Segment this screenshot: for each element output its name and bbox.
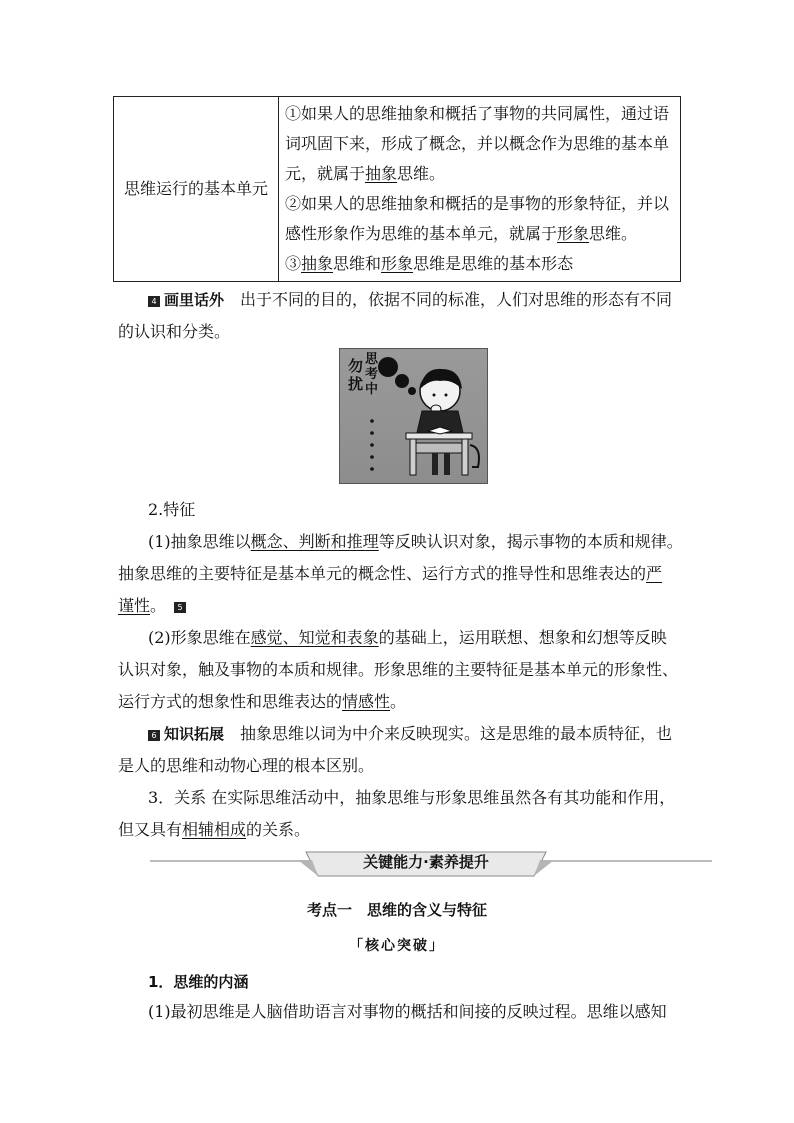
zhishi-line-1 — [148, 718, 708, 750]
row3-underlined-1: 抽象 — [301, 254, 334, 273]
table-row-3 — [285, 249, 674, 279]
p1-d: 严 — [646, 564, 663, 583]
s3-a: 但又具有 — [118, 820, 183, 839]
huali-icon: 4 — [148, 296, 160, 307]
illustration-svg — [340, 349, 487, 483]
do-not-disturb-text: 勿扰 — [348, 357, 364, 393]
section2-p2-line1 — [148, 622, 708, 654]
p1-f: 。 — [150, 596, 159, 615]
p1-marker-icon: 5 — [174, 602, 186, 613]
hexin-title: 「核心突破」 — [349, 938, 445, 954]
row3-num: ③ — [285, 254, 302, 273]
zhishi-icon: 6 — [148, 730, 160, 741]
section2-p2-line3 — [118, 686, 406, 718]
thinking-text: 思考中 — [365, 352, 379, 397]
p2-d: 运行方式的想象性和思维表达的 — [118, 692, 343, 711]
table-content-cell — [279, 97, 681, 282]
p1-c: 抽象思维的主要特征是基本单元的概念性、运行方式的推导性和思维表达的 — [118, 564, 647, 583]
row3-underlined-2: 形象 — [381, 254, 414, 273]
zhishi-line-2: 是人的思维和动物心理的根本区别。 — [118, 756, 375, 775]
section2-heading: 2.特征 — [148, 500, 196, 519]
section2-p1-line3 — [118, 590, 190, 622]
row1-tail: 思维。 — [397, 164, 446, 183]
row3-tail: 思维是思维的基本形态 — [413, 254, 574, 273]
banner-line-right — [552, 860, 712, 862]
p2-a: (2)形象思维在 — [148, 628, 251, 647]
banner-line-left — [150, 860, 300, 862]
section2-p2-line2: 认识对象，触及事物的本质和规律。形象思维的主要特征是基本单元的形象性、 — [118, 660, 679, 679]
p2-e: 。 — [390, 692, 407, 711]
p1-b: 等反映认识对象，揭示事物的本质和规律。 — [378, 532, 683, 551]
s3-underline: 相辅相成 — [182, 820, 247, 839]
p2-underline-2: 情感性 — [342, 692, 391, 711]
huali-text-1: 出于不同的目的，依据不同的标准，人们对思维的形态有不同 — [240, 290, 673, 309]
huali-title: 画里话外 — [164, 291, 225, 309]
table-row-2 — [285, 189, 674, 249]
section-banner — [298, 849, 554, 879]
section3-line2 — [118, 814, 310, 846]
basic-unit-table — [113, 96, 681, 282]
zhishi-title: 知识拓展 — [164, 725, 225, 743]
kaodian-title: 考点一 思维的含义与特征 — [306, 901, 487, 919]
neihan-p1: (1)最初思维是人脑借助语言对事物的概括和间接的反映过程。思维以感知 — [148, 1002, 667, 1021]
row2-tail: 思维。 — [589, 224, 638, 243]
huali-line-1 — [148, 284, 708, 316]
table-label-cell — [114, 97, 279, 282]
table-label: 思维运行的基本单元 — [123, 179, 268, 198]
p2-b: 的基础上，运用联想、想象和幻想等反映 — [378, 628, 667, 647]
row2-text: ②如果人的思维抽象和概括的是事物的形象特征，并以感性形象作为思维的基本单元，就属于 — [285, 194, 670, 243]
row3-mid: 思维和 — [333, 254, 382, 273]
banner-title: 关键能力·素养提升 — [363, 853, 489, 871]
huali-line-2: 的认识和分类。 — [118, 322, 231, 341]
section3-line1: 3．关系 在实际思维活动中，抽象思维与形象思维虽然各有其功能和作用， — [148, 788, 676, 807]
p1-a: (1)抽象思维以 — [148, 532, 251, 551]
section2-p1-line2 — [118, 558, 698, 590]
section2-p1-line1 — [148, 526, 708, 558]
table-row-1 — [285, 99, 674, 189]
s3-b: 的关系。 — [246, 820, 311, 839]
p2-underline: 感觉、知觉和表象 — [250, 628, 379, 647]
p1-e: 谨性 — [118, 596, 151, 615]
thinking-boy-illustration — [339, 348, 488, 484]
p1-underline: 概念、判断和推理 — [250, 532, 379, 551]
row1-text: ①如果人的思维抽象和概括了事物的共同属性，通过语词巩固下来，形成了概念，并以概念作为思维的基本单元，就属于 — [285, 104, 670, 183]
row2-underlined: 形象 — [557, 224, 590, 243]
row1-underlined: 抽象 — [365, 164, 398, 183]
neihan-heading: 1．思维的内涵 — [148, 973, 249, 991]
zhishi-text-1: 抽象思维以词为中介来反映现实。这是思维的最本质特征，也 — [240, 724, 673, 743]
